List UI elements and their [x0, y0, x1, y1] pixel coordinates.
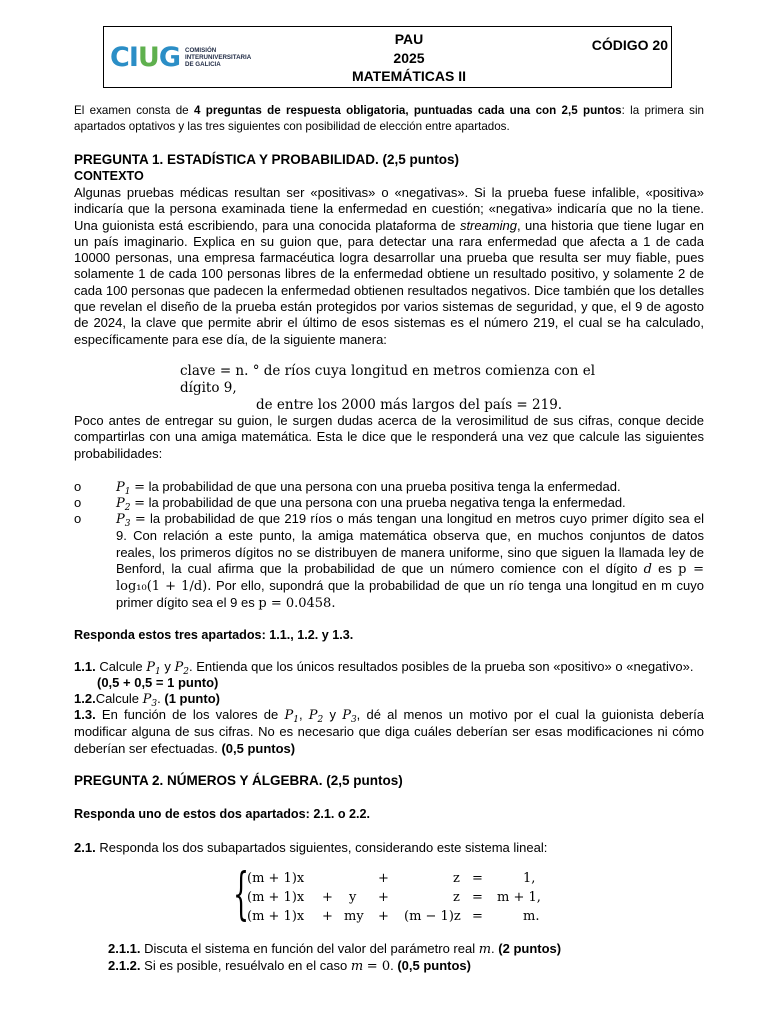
follow-paragraph: Poco antes de entregar su guion, le surgen dudas acerca de la verosimilitud de sus cifras, conque decide compartirlas con una amiga matemática. Esta le dice que le responderá una vez que calcule las siguientes probabilidades: — [74, 413, 704, 461]
subquestion-1-1-points: (0,5 + 0,5 = 1 punto) — [97, 675, 219, 690]
linear-system — [233, 862, 543, 927]
equation-2: (m + 1)x + y + z = m + 1, — [247, 890, 541, 905]
exam-subject: MATEMÁTICAS II — [351, 68, 467, 84]
subquestion-1-3: 1.3. En función de los valores de $P_1$, $P_2$ y $P_3$, dé al menos un motivo por el cual la guionista debería modificar alguna de sus cifras. No es necesario que diga cuáles deberían ser esas modificaciones ni cómo deberían ser efectuadas. (0,5 puntos) — [74, 707, 704, 756]
ciug-logo — [110, 44, 251, 71]
subquestion-2-1: 2.1. Responda los dos subapartados siguientes, considerando este sistema lineal: — [74, 840, 548, 855]
subquestion-2-1-1: 2.1.1. Discuta el sistema en función del valor del parámetro real m. (2 puntos) — [108, 941, 562, 957]
context-paragraph: Algunas pruebas médicas resultan ser «positivas» o «negativas». Si la prueba fuese infalible, «positiva» indicaría que la persona examinada tiene la enfermedad en cuestión; «negativa» indicaría que no la tiene. Una guionista está escribiendo, para una conocida plataforma de streaming, una historia que tiene lugar en un país imaginario. Explica en su guion que, para detectar una rara enfermedad que afecta a 1 de cada 10000 personas, una empresa farmacéutica logra desarrollar una prueba que resulta ser muy fiable, pues solamente 1 de cada 100 personas libres de la enfermedad obtiene un resultado positivo, y solamente 2 de cada 100 personas que padecen la enfermedad obtienen resultados negativos. Dice también que los detalles que revelan el diseño de la prueba están protegidos por varios sistemas de seguridad, y que, el 9 de agosto de 2024, la clave que permite abrir el último de esos sistemas es el número 219, el cual se ha calculado, específicamente para ese día, de la siguiente manera: — [74, 185, 704, 347]
respond-instruction-1: Responda estos tres apartados: 1.1., 1.2. y 1.3. — [74, 628, 354, 642]
equation-3: (m + 1)x + my + (m − 1)z = m. — [247, 909, 540, 924]
logo-mark: CIUG — [110, 42, 180, 73]
respond-instruction-2: Responda uno de estos dos apartados: 2.1. o 2.2. — [74, 807, 371, 821]
left-brace-icon: { — [233, 862, 250, 927]
equation-1: (m + 1)x + z = 1, — [247, 871, 536, 886]
subquestion-1-2: 1.2.Calcule $P_3$. (1 punto) — [74, 691, 220, 709]
logo-text: COMISIÓN INTERUNIVERSITARIA DE GALICIA — [184, 47, 252, 68]
exam-title — [294, 30, 524, 86]
key-formula: clave = n. ° de ríos cuya longitud en metros comienza con el dígito 9, de entre los 2000 más largos del país = 219. — [180, 363, 596, 413]
exam-header — [103, 26, 672, 88]
context-label: CONTEXTO — [74, 169, 144, 183]
intro-paragraph: El examen consta de 4 preguntas de respuesta obligatoria, puntuadas cada una con 2,5 puntos: la primera sin apartados optativos y las tres siguientes con posibilidad de elección entre apartados. — [74, 104, 704, 133]
exam-year: 2025 — [393, 49, 425, 66]
question-1-title: PREGUNTA 1. ESTADÍSTICA Y PROBABILIDAD. (2,5 puntos) — [74, 152, 460, 167]
subquestion-2-1-2: 2.1.2. Si es posible, resuélvalo en el caso m = 0. (0,5 puntos) — [108, 958, 471, 974]
subquestion-1-1: 1.1. Calcule $P_1$ y $P_2$. Entienda que los únicos resultados posibles de la prueba son «positivo» o «negativo». — [74, 659, 694, 677]
exam-code: CÓDIGO 20 — [591, 37, 668, 53]
exam-name: PAU — [394, 31, 424, 47]
question-2-title: PREGUNTA 2. NÚMEROS Y ÁLGEBRA. (2,5 puntos) — [74, 773, 403, 788]
